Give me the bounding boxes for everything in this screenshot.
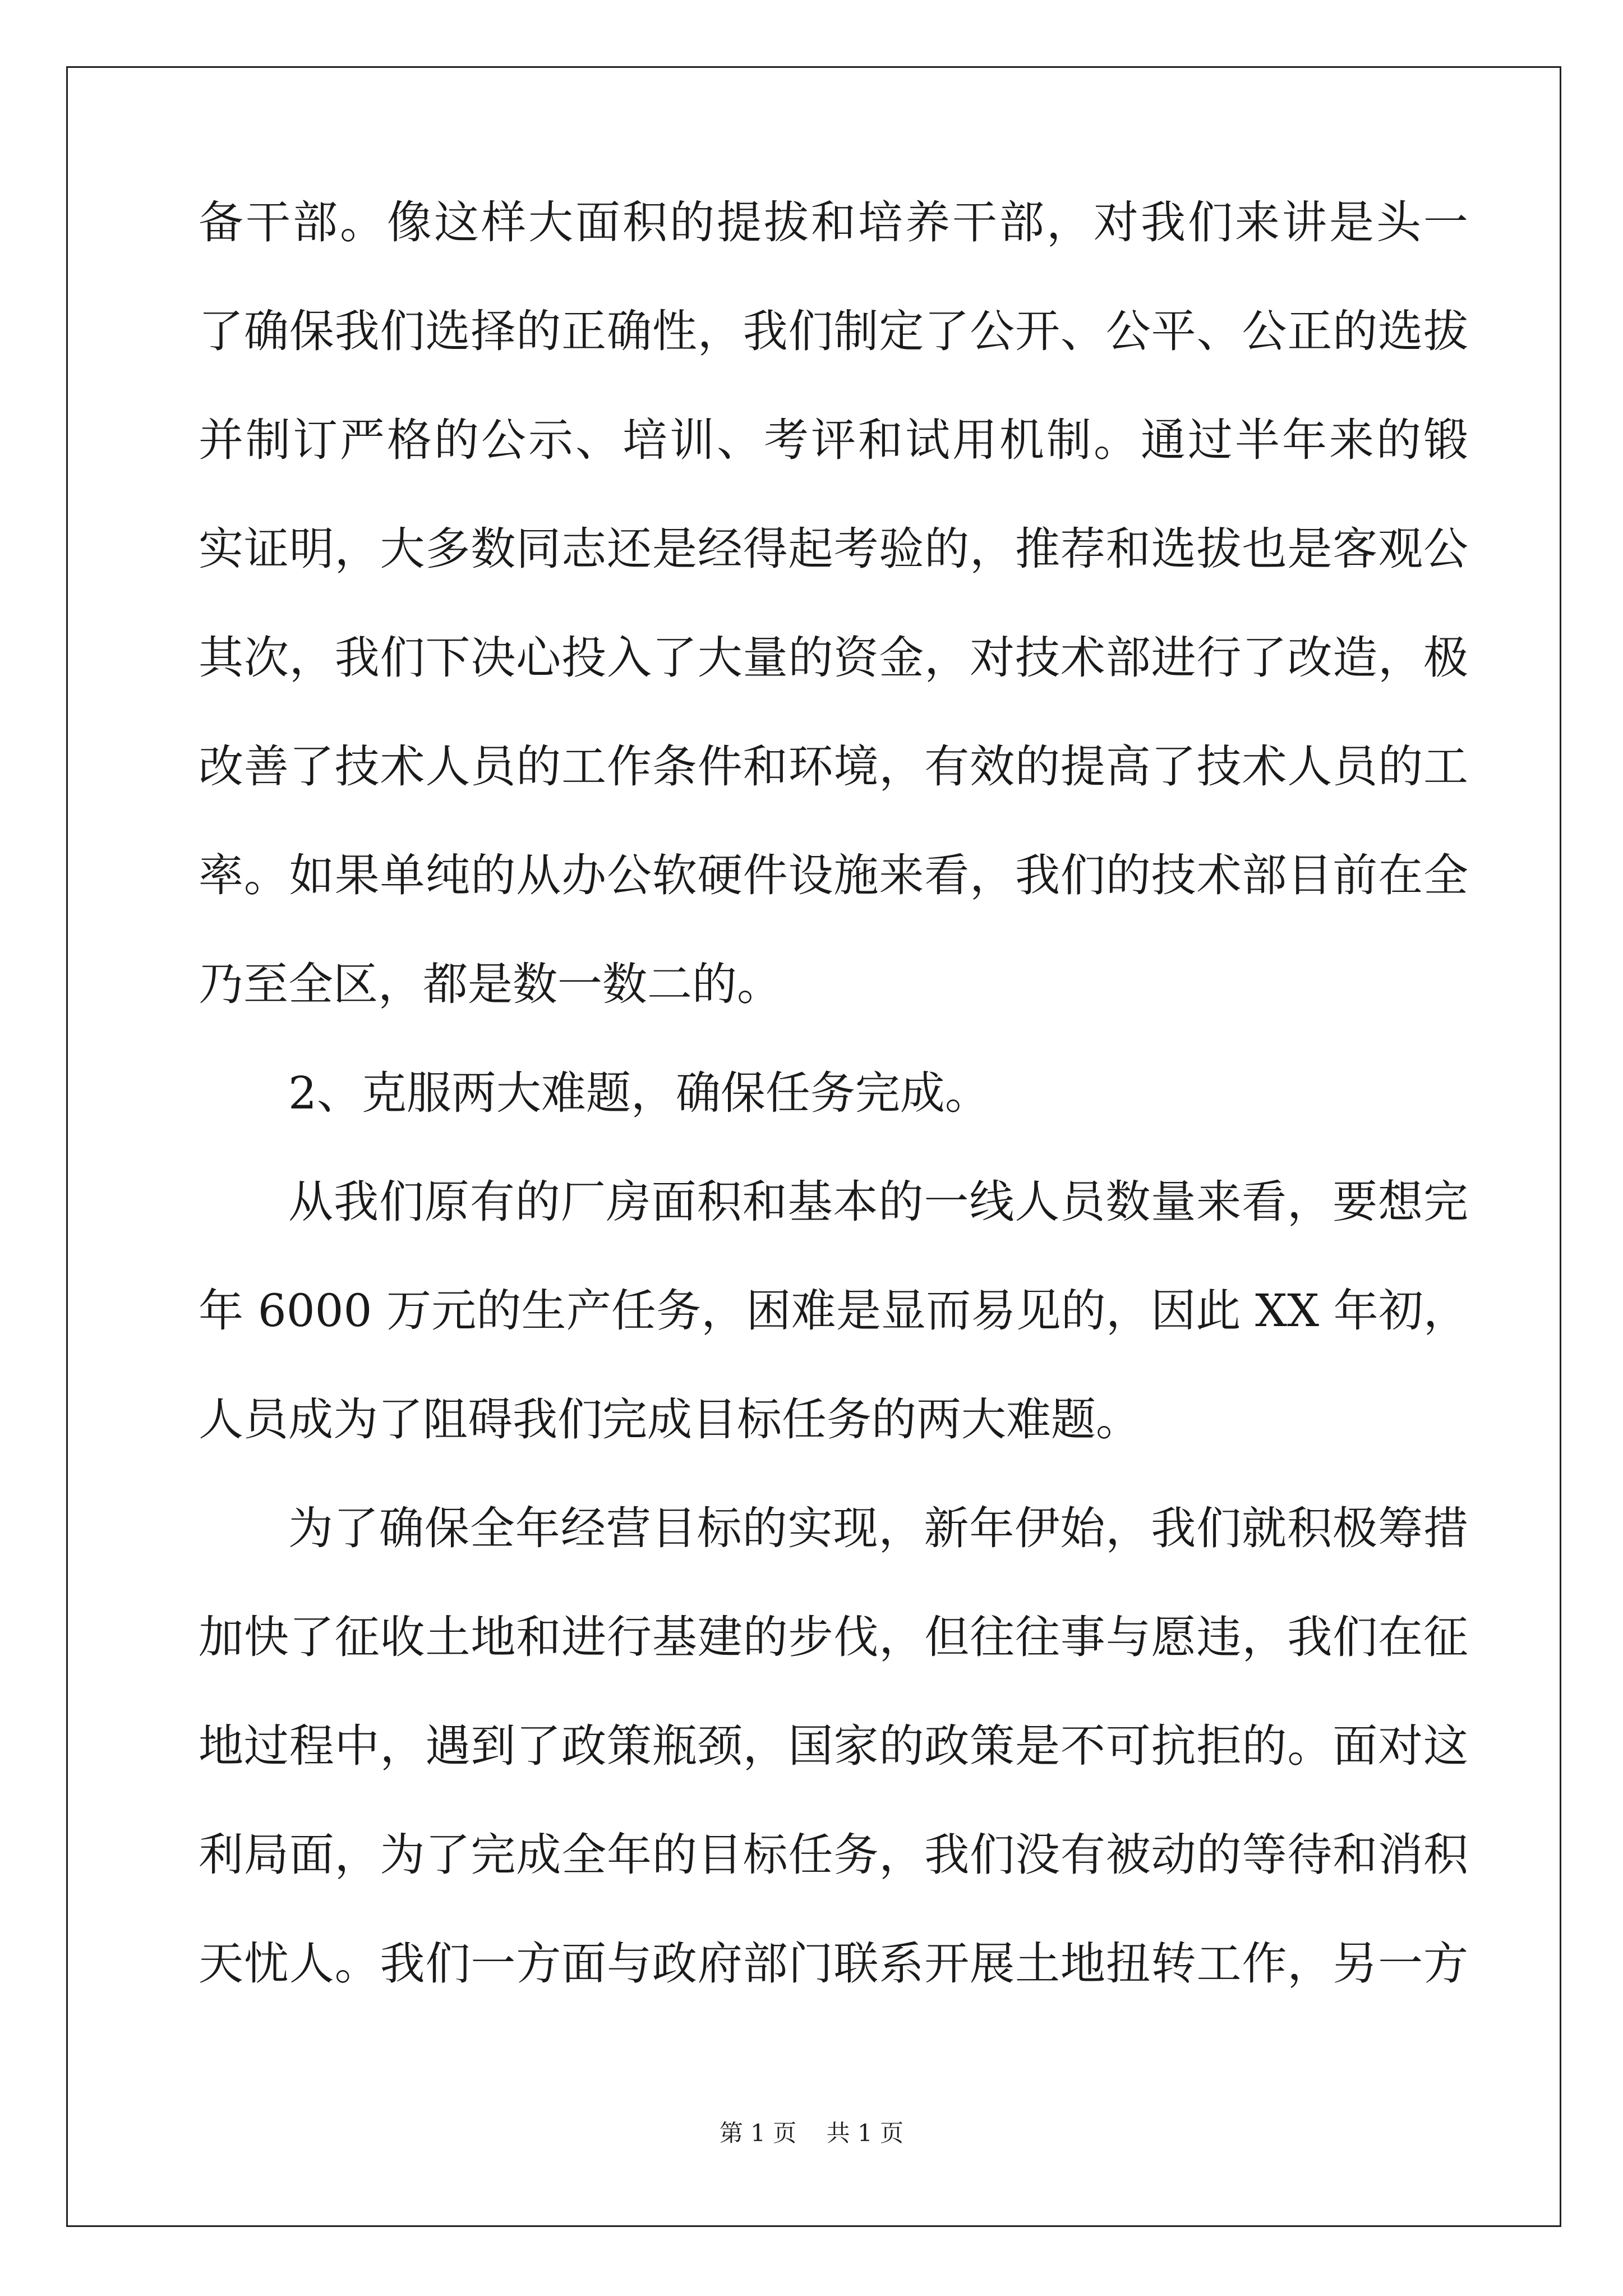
text-line: 为了确保全年经营目标的实现，新年伊始，我们就积极筹措 (288, 1502, 1468, 1554)
text-line: 实证明，大多数同志还是经得起考验的，推荐和选拔也是客观公 (199, 523, 1468, 575)
text-line: 并制订严格的公示、培训、考评和试用机制。通过半年来的锻 (199, 414, 1468, 466)
text-line: 人员成为了阻碍我们完成目标任务的两大难题。 (199, 1393, 1141, 1446)
section-heading: 2、克服两大难题，确保任务完成。 (288, 1067, 990, 1119)
text-line: 备干部。像这样大面积的提拔和培养干部，对我们来讲是头一 (199, 196, 1468, 249)
text-line: 乃至全区，都是数一数二的。 (199, 958, 782, 1010)
text-line: 率。如果单纯的从办公软硬件设施来看，我们的技术部目前在全 (199, 849, 1468, 901)
text-line: 年 6000 万元的生产任务，困难是显而易见的，因此 XX 年初， (199, 1285, 1468, 1337)
text-line: 加快了征收土地和进行基建的步伐，但往往事与愿违，我们在征 (199, 1611, 1468, 1663)
text-line: 改善了技术人员的工作条件和环境，有效的提高了技术人员的工 (199, 740, 1468, 793)
text-line: 利局面，为了完成全年的目标任务，我们没有被动的等待和消积 (199, 1829, 1468, 1881)
text-line: 地过程中，遇到了政策瓶颈，国家的政策是不可抗拒的。面对这 (199, 1720, 1468, 1772)
text-line: 了确保我们选择的正确性，我们制定了公开、公平、公正的选拔 (199, 305, 1468, 357)
page-footer (0, 2115, 1623, 2148)
text-line: 天忧人。我们一方面与政府部门联系开展土地扭转工作，另一方 (199, 1938, 1468, 1990)
page-number: 第 1 页 (719, 2119, 797, 2147)
document-body (199, 168, 1468, 2018)
text-line: 从我们原有的厂房面积和基本的一线人员数量来看，要想完 (288, 1176, 1468, 1228)
page-total: 共 1 页 (826, 2119, 904, 2147)
text-line: 其次，我们下决心投入了大量的资金，对技术部进行了改造，极 (199, 632, 1468, 684)
